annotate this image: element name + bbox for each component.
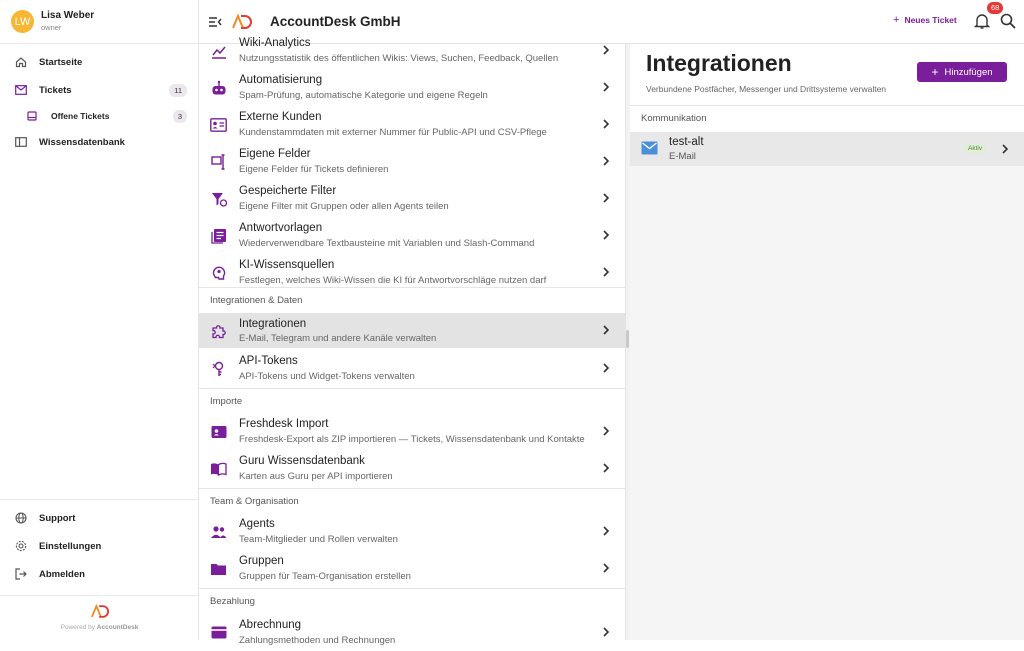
search-icon[interactable] [999, 12, 1017, 30]
nav-item-abmelden[interactable] [0, 563, 199, 585]
add-label: Hinzufügen [944, 66, 993, 78]
user-role: owner [41, 23, 62, 32]
settings-row-automatisierung[interactable] [199, 69, 626, 106]
row-description: Gruppen für Team-Organisation erstellen [239, 571, 411, 582]
chevron-right-icon [599, 228, 613, 242]
row-description: Zahlungsmethoden und Rechnungen [239, 635, 396, 646]
settings-row-ki-wissensquellen[interactable] [199, 254, 626, 291]
row-description: API-Tokens und Widget-Tokens verwalten [239, 371, 415, 382]
settings-row-eigene-felder[interactable] [199, 143, 626, 180]
nav-item-tickets[interactable] [0, 79, 199, 101]
row-title: Freshdesk Import [239, 418, 329, 430]
integration-row-test-alt[interactable] [630, 132, 1024, 166]
credit-card-icon [210, 624, 227, 641]
list-scrollbar-thumb[interactable] [626, 330, 629, 348]
status-badge: Aktiv [964, 143, 986, 154]
avatar[interactable]: LW [11, 10, 34, 33]
app-title: AccountDesk GmbH [270, 14, 401, 29]
nav-item-wissensdatenbank[interactable] [0, 131, 199, 153]
row-title: Gruppen [239, 555, 284, 567]
page-title: Integrationen [646, 50, 792, 76]
row-description: Eigene Felder für Tickets definieren [239, 164, 389, 175]
row-title: Eigene Felder [239, 148, 311, 160]
plus-icon: + [931, 65, 939, 79]
book-icon [15, 136, 27, 148]
settings-row-integrationen[interactable] [199, 313, 626, 348]
settings-row-agents[interactable] [199, 513, 626, 550]
notification-count-badge: 68 [987, 2, 1003, 14]
row-title: KI-Wissensquellen [239, 259, 335, 271]
open-tickets-count-badge: 3 [173, 110, 187, 123]
globe-icon [15, 512, 27, 524]
menu-collapse-icon[interactable] [207, 14, 223, 30]
integration-name: test-alt [669, 136, 704, 148]
sidebar [0, 0, 199, 640]
row-description: Eigene Filter mit Gruppen oder allen Agents teilen [239, 201, 449, 212]
group-label: Kommunikation [641, 113, 707, 124]
nav-label: Tickets [39, 84, 72, 96]
accountdesk-logo [91, 605, 109, 618]
row-title: Agents [239, 518, 275, 530]
chevron-right-icon [599, 154, 613, 168]
row-description: Wiederverwendbare Textbausteine mit Variablen und Slash-Command [239, 238, 535, 249]
user-name: Lisa Weber [41, 10, 95, 21]
template-icon [210, 227, 227, 244]
row-title: Guru Wissensdatenbank [239, 455, 365, 467]
chevron-right-icon [599, 461, 613, 475]
settings-row-externe-kunden[interactable] [199, 106, 626, 143]
mail-icon [641, 141, 658, 155]
chevron-right-icon [599, 191, 613, 205]
settings-list [199, 37, 626, 646]
token-icon [210, 360, 227, 377]
contact-card-icon [210, 116, 227, 133]
settings-row-abrechnung[interactable] [199, 614, 626, 651]
chevron-right-icon [599, 524, 613, 538]
powered-by-brand: AccountDesk [96, 624, 139, 631]
chevron-right-icon [599, 424, 613, 438]
accountdesk-logo [232, 15, 252, 29]
section-header-team [199, 488, 626, 513]
tickets-count-badge: 11 [169, 84, 187, 97]
new-ticket-button[interactable] [893, 14, 957, 26]
page-subtitle: Verbundene Postfächer, Messenger und Drittsysteme verwalten [646, 84, 887, 94]
row-description: Nutzungsstatistik des öffentlichen Wikis: Views, Suchen, Feedback, Quellen [239, 53, 559, 64]
powered-by [0, 624, 199, 631]
row-description: Kundenstammdaten mit externer Nummer für Public-API und CSV-Pflege [239, 127, 547, 138]
settings-row-freshdesk-import[interactable] [199, 413, 626, 450]
row-title: Automatisierung [239, 74, 323, 86]
plus-icon: + [893, 14, 900, 26]
gear-icon [15, 540, 27, 552]
row-description: Festlegen, welches Wiki-Wissen die KI für Antwortvorschläge nutzen darf [239, 275, 547, 286]
row-title: Gespeicherte Filter [239, 185, 337, 197]
settings-row-api-tokens[interactable] [199, 350, 626, 387]
user-profile[interactable] [0, 0, 198, 44]
nav-label: Startseite [39, 56, 83, 68]
import-icon [210, 423, 227, 440]
section-label: Importe [210, 396, 243, 407]
folder-icon [210, 560, 227, 577]
section-header-billing [199, 588, 626, 613]
row-description: Karten aus Guru per API importieren [239, 471, 393, 482]
chart-icon [210, 42, 227, 59]
home-icon [15, 56, 27, 68]
chevron-right-icon [599, 117, 613, 131]
row-title: Integrationen [239, 318, 307, 330]
nav-item-startseite[interactable] [0, 51, 199, 73]
chevron-right-icon [599, 625, 613, 639]
inbox-icon [26, 110, 38, 122]
mail-icon [15, 84, 27, 96]
row-title: Antwortvorlagen [239, 222, 323, 234]
group-header-communication [630, 106, 1024, 132]
chevron-right-icon [599, 80, 613, 94]
row-description: Spam-Prüfung, automatische Kategorie und eigene Regeln [239, 90, 488, 101]
row-description: Freshdesk-Export als ZIP importieren — Tickets, Wissensdatenbank und Kontakte [239, 434, 585, 445]
section-label: Integrationen & Daten [210, 295, 303, 306]
settings-row-gespeicherte-filter[interactable] [199, 180, 626, 217]
nav-item-support[interactable] [0, 507, 199, 529]
settings-row-guru-wissensdatenbank[interactable] [199, 450, 626, 487]
row-description: E-Mail, Telegram und andere Kanäle verwalten [239, 333, 437, 344]
book-icon [210, 460, 227, 477]
nav-item-einstellungen[interactable] [0, 535, 199, 557]
people-icon [210, 523, 227, 540]
chevron-right-icon [998, 142, 1012, 156]
bell-icon[interactable] [973, 12, 991, 30]
nav-label: Einstellungen [39, 540, 102, 552]
add-integration-button[interactable] [917, 62, 1007, 82]
powered-by-text: Powered by [60, 624, 95, 631]
row-title: Externe Kunden [239, 111, 322, 123]
section-label: Bezahlung [210, 596, 255, 607]
chevron-right-icon [599, 361, 613, 375]
row-description: Team-Mitglieder und Rollen verwalten [239, 534, 398, 545]
row-title: Abrechnung [239, 619, 302, 631]
logout-icon [15, 568, 27, 580]
chevron-right-icon [599, 43, 613, 57]
nav-label: Abmelden [39, 568, 85, 580]
chevron-right-icon [599, 265, 613, 279]
chevron-right-icon [599, 323, 613, 337]
section-header-integrations [199, 287, 626, 312]
integrations-panel [630, 44, 1024, 640]
row-title: Wiki-Analytics [239, 37, 311, 49]
settings-row-gruppen[interactable] [199, 550, 626, 587]
nav-item-open-tickets[interactable] [0, 105, 199, 127]
panel-header [630, 44, 1024, 106]
footer-divider [0, 595, 199, 596]
filter-icon [210, 190, 227, 207]
chevron-right-icon [599, 561, 613, 575]
brain-icon [210, 264, 227, 281]
section-header-imports [199, 388, 626, 413]
new-ticket-label: Neues Ticket [904, 15, 957, 25]
settings-row-wiki-analytics[interactable] [199, 32, 626, 69]
settings-row-antwortvorlagen[interactable] [199, 217, 626, 254]
robot-icon [210, 79, 227, 96]
puzzle-icon [210, 322, 227, 339]
nav-label: Wissensdatenbank [39, 136, 125, 148]
row-title: API-Tokens [239, 355, 298, 367]
integration-type: E-Mail [669, 151, 696, 162]
nav-label: Offene Tickets [51, 111, 110, 121]
section-label: Team & Organisation [210, 496, 299, 507]
form-field-icon [210, 153, 227, 170]
nav-label: Support [39, 512, 76, 524]
